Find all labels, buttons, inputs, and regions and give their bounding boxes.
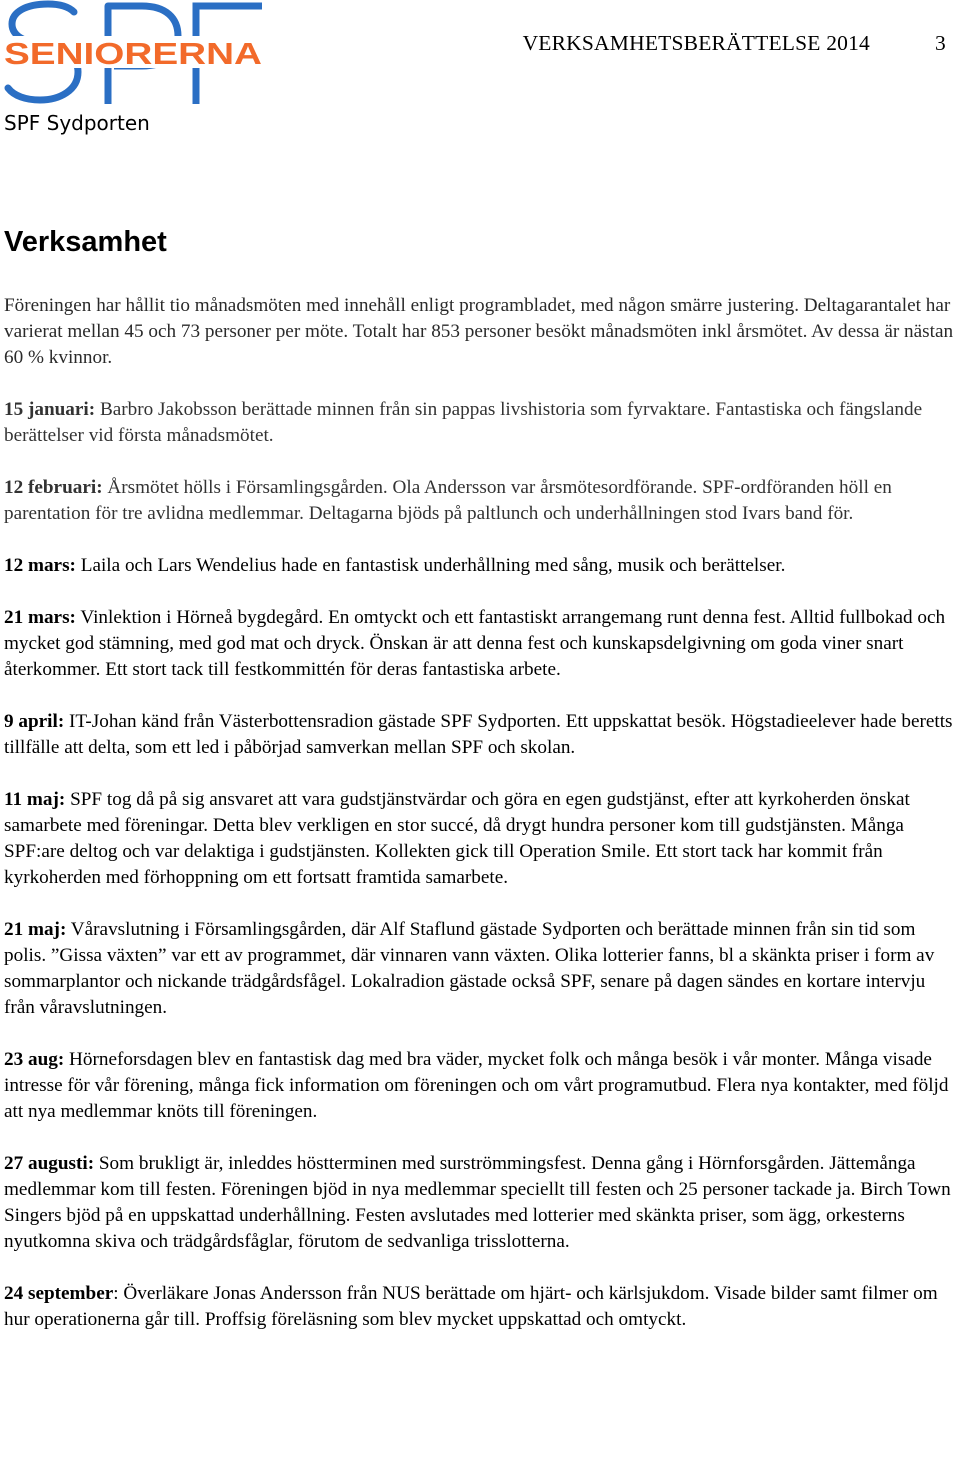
entry-date: 23 aug: [4,1049,65,1070]
entry-text: Laila och Lars Wendelius hade en fantastisk underhållning med sång, musik och berättelser. [75,555,786,576]
entry-date: 15 januari: [4,399,96,420]
entry-text: Vinlektion i Hörneå bygdegård. En omtyckt och ett fantastiskt arrangemang runt denna fest. Alltid fullbokad och mycket god stämning, med god mat och dryck. Önskan är att denna fest och kunskapsdelgivning om goda viner snart återkommer. Ett stort tack till festkommittén för deras fantastiska arbete. [4,607,946,680]
entry-text: IT-Johan känd från Västerbottensradion gästade SPF Sydporten. Ett uppskattat besök. Högstadieelever hade beretts tillfälle att delta, som ett led i påbörjad samverkan mellan SPF och skolan. [4,711,953,758]
entry-date: 12 februari: [4,477,103,498]
entry-text: Årsmötet hölls i Församlingsgården. Ola Andersson var årsmötesordförande. SPF-ordföranden höll en parentation för tre avlidna medlemmar. Deltagarna bjöds på paltlunch och underhållningen stod Ivars band för. [4,477,892,524]
entry-text: Som brukligt är, inleddes höstterminen med surströmmingsfest. Denna gång i Hörnforsgården. Jättemånga medlemmar kom till festen. Föreningen bjöd in nya medlemmar speciellt till festen och 25 personer tackade ja. Birch Town Singers bjöd på en uppskattad underhållning. Festen avslutades med lotterier med skänkta priser, som ägg, orkesterns nyutkomna skiva och trädgårdsfåglar, förutom de sedvanliga trisslotterna. [4,1153,951,1252]
entry-text: Hörneforsdagen blev en fantastisk dag med bra väder, mycket folk och många besök i vår monter. Många visade intresse för vår förening, många fick information om föreningen och om vårt programutbud. Flera nya kontakter, med följd att nya medlemmar knöts till föreningen. [4,1049,949,1122]
activity-entry [4,787,960,891]
entry-date: 21 maj: [4,919,67,940]
activity-entry [4,1151,960,1255]
activity-entry [4,553,960,579]
entry-date: 21 mars: [4,607,76,628]
intro-paragraph: Föreningen har hållit tio månadsmöten med innehåll enligt programbladet, med någon smärre justering. Deltagarantalet har varierat mellan 45 och 73 personer per möte. Totalt har 853 personer besökt månadsmöten inkl årsmötet. Av dessa är nästan 60 % kvinnor. [4,295,954,368]
activity-entry [4,397,960,449]
section-heading: Verksamhet [4,226,167,258]
entry-date: 11 maj: [4,789,66,810]
page-number: 3 [935,31,946,55]
activity-entry [4,1281,960,1333]
activity-entry [4,1047,960,1125]
document-title: VERKSAMHETSBERÄTTELSE 2014 [522,31,870,55]
entry-text: Våravslutning i Församlingsgården, där Alf Staflund gästade Sydporten och berättade minnen från sin tid som polis. ”Gissa växten” var ett av programmet, där vinnaren vann växten. Olika lotterier fanns, bl a skänkta priser i form av sommarplantor och nickande trädgårdsfågel. Lokalradion gästade också SPF, senare på dagen sändes en kortare intervju från våravslutningen. [4,919,935,1018]
entry-text: Barbro Jakobsson berättade minnen från sin pappas livshistoria som fyrvaktare. Fantastiska och fängslande berättelser vid första månadsmötet. [4,399,923,446]
body-content [4,293,960,1359]
spf-seniorerna-logo [2,0,264,112]
activity-entry [4,605,960,683]
entry-text: : Överläkare Jonas Andersson från NUS berättade om hjärt- och kärlsjukdom. Visade bilder samt filmer om hur operationerna går till. Proffsig föreläsning som blev mycket uppskattad och omtyckt. [4,1283,938,1330]
entry-date: 24 september [4,1283,114,1304]
entry-date: 12 mars: [4,555,76,576]
entry-date: 9 april: [4,711,65,732]
activity-entry [4,475,960,527]
activity-entry [4,709,960,761]
entry-date: 27 augusti: [4,1153,95,1174]
organization-name: SPF Sydporten [4,111,150,135]
activity-entry [4,917,960,1021]
logo-wordmark: SENIORERNA [4,36,262,71]
entry-text: SPF tog då på sig ansvaret att vara gudstjänstvärdar och göra en egen gudstjänst, efter att kyrkoherden önskat samarbete med föreningar. Detta blev verkligen en stor succé, då drygt hundra personer kom till gudstjänsten. Många SPF:are deltog och var delaktiga i gudstjänsten. Kollekten gick till Operation Smile. Ett stort tack har kommit från kyrkoherden med förhoppning om ett fortsatt framtida samarbete. [4,789,910,888]
